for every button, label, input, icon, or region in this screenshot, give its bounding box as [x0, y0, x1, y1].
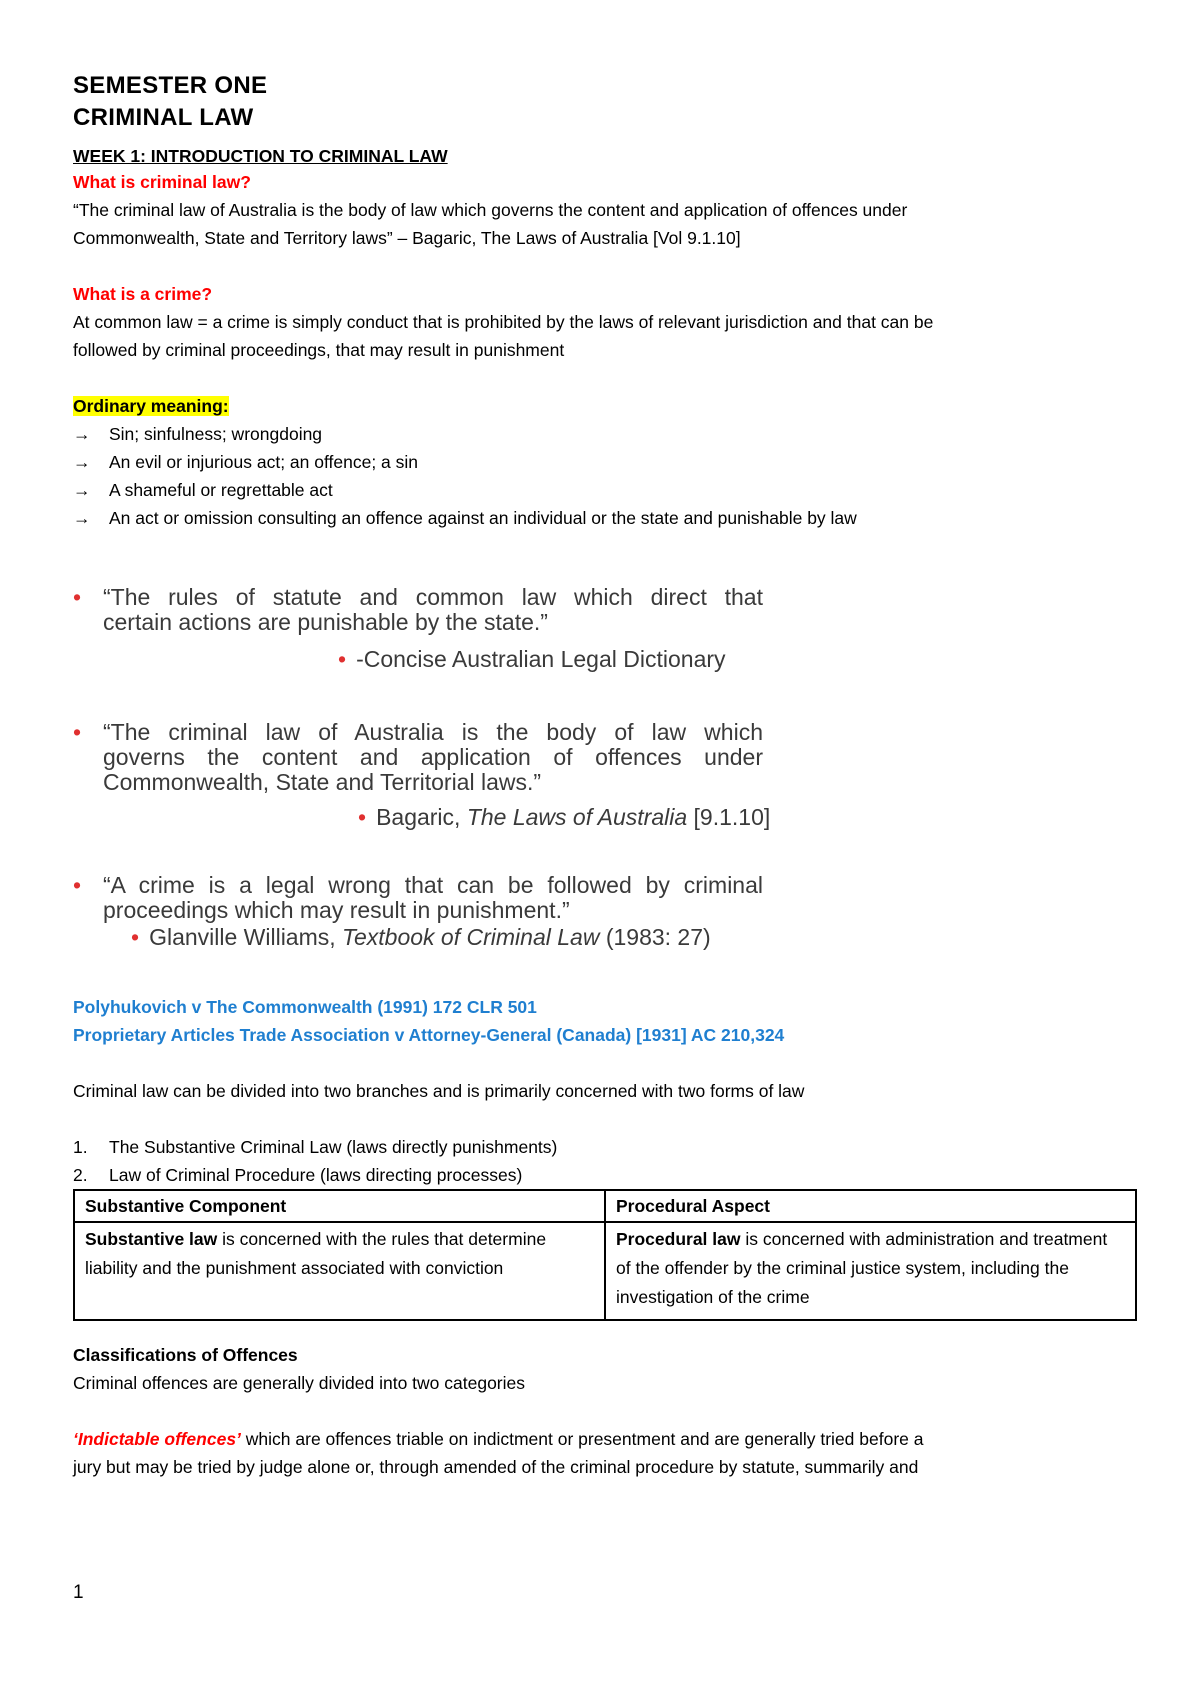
crime-definition-line2: followed by criminal proceedings, that may result in punishment [73, 340, 565, 360]
list-item: → Sin; sinfulness; wrongdoing [73, 420, 1143, 448]
quote-dictionary-attribution: • -Concise Australian Legal Dictionary [338, 646, 726, 672]
table-cell: Procedural law is concerned with administration and treatment of the offender by the criminal justice system, including the investigation of the crime [605, 1222, 1136, 1320]
bullet-icon: • [73, 872, 82, 898]
quotes-slide-image [73, 575, 773, 955]
list-item: → A shameful or regrettable act [73, 476, 1143, 504]
indictable-term: ‘Indictable offences’ [73, 1429, 241, 1449]
table-row [74, 1222, 1136, 1320]
ordinary-meaning-list [73, 420, 1143, 532]
branches-list [73, 1133, 1143, 1189]
quote-williams-attribution: • Glanville Williams, Textbook of Criminal Law (1983: 27) [131, 924, 711, 950]
case-citation: Proprietary Articles Trade Association v Attorney-General (Canada) [1931] AC 210,324 [73, 1025, 785, 1045]
list-item: 2. Law of Criminal Procedure (laws directing processes) [73, 1165, 523, 1185]
indictable-paragraph-line2: jury but may be tried by judge alone or, through amended of the criminal procedure by statute, summarily and [73, 1457, 919, 1477]
arrow-icon: → [73, 424, 91, 444]
criminal-law-definition-line1: “The criminal law of Australia is the body of law which governs the content and application of offences under [73, 200, 908, 220]
table-header-row [74, 1190, 1136, 1222]
bullet-icon: • [73, 719, 82, 745]
quote-bagaric-attribution: • Bagaric, The Laws of Australia [9.1.10] [358, 804, 771, 830]
classifications-heading: Classifications of Offences [73, 1345, 298, 1365]
week-heading: WEEK 1: INTRODUCTION TO CRIMINAL LAW [73, 146, 448, 166]
list-item: → An evil or injurious act; an offence; a sin [73, 448, 1143, 476]
list-item: → An act or omission consulting an offence against an individual or the state and punishable by law [73, 504, 1143, 532]
table-header-cell: Procedural Aspect [605, 1190, 1136, 1222]
bullet-icon: • [131, 924, 140, 950]
quote-bagaric: • “The criminal law of Australia is the body of law which governs the content and application of offences under Commonwealth, State and Territorial laws.” [73, 719, 763, 795]
indictable-paragraph-line1: ‘Indictable offences’ which are offences triable on indictment or presentment and are generally tried before a [73, 1429, 924, 1449]
list-item: 1. The Substantive Criminal Law (laws directly punishments) [73, 1137, 558, 1157]
crime-definition-line1: At common law = a crime is simply conduct that is prohibited by the laws of relevant jurisdiction and that can be [73, 312, 934, 332]
bullet-icon: • [358, 804, 367, 830]
bullet-icon: • [338, 646, 347, 672]
comparison-table [73, 1189, 1137, 1321]
arrow-icon: → [73, 508, 91, 528]
title-semester: SEMESTER ONE [73, 72, 268, 99]
case-citation: Polyhukovich v The Commonwealth (1991) 172 CLR 501 [73, 997, 537, 1017]
bullet-icon: • [73, 584, 82, 610]
question-criminal-law-heading: What is criminal law? [73, 172, 251, 192]
question-crime-heading: What is a crime? [73, 284, 213, 304]
document-body [73, 70, 1143, 532]
arrow-icon: → [73, 452, 91, 472]
title-subject: CRIMINAL LAW [73, 104, 254, 131]
document-body-lower [73, 993, 1143, 1481]
table-header-cell: Substantive Component [74, 1190, 605, 1222]
classifications-text: Criminal offences are generally divided into two categories [73, 1373, 526, 1393]
arrow-icon: → [73, 480, 91, 500]
table-cell: Substantive law is concerned with the rules that determine liability and the punishment associated with conviction [74, 1222, 605, 1320]
page-number: 1 [73, 1582, 84, 1603]
ordinary-meaning-heading: Ordinary meaning: [73, 396, 229, 416]
quote-dictionary: • “The rules of statute and common law which direct that certain actions are punishable by the state.” [73, 584, 763, 635]
criminal-law-definition-line2: Commonwealth, State and Territory laws” – Bagaric, The Laws of Australia [Vol 9.1.10] [73, 228, 741, 248]
branches-intro: Criminal law can be divided into two branches and is primarily concerned with two forms of law [73, 1081, 805, 1101]
quote-williams: • “A crime is a legal wrong that can be followed by criminal proceedings which may result in punishment.” [73, 872, 763, 923]
